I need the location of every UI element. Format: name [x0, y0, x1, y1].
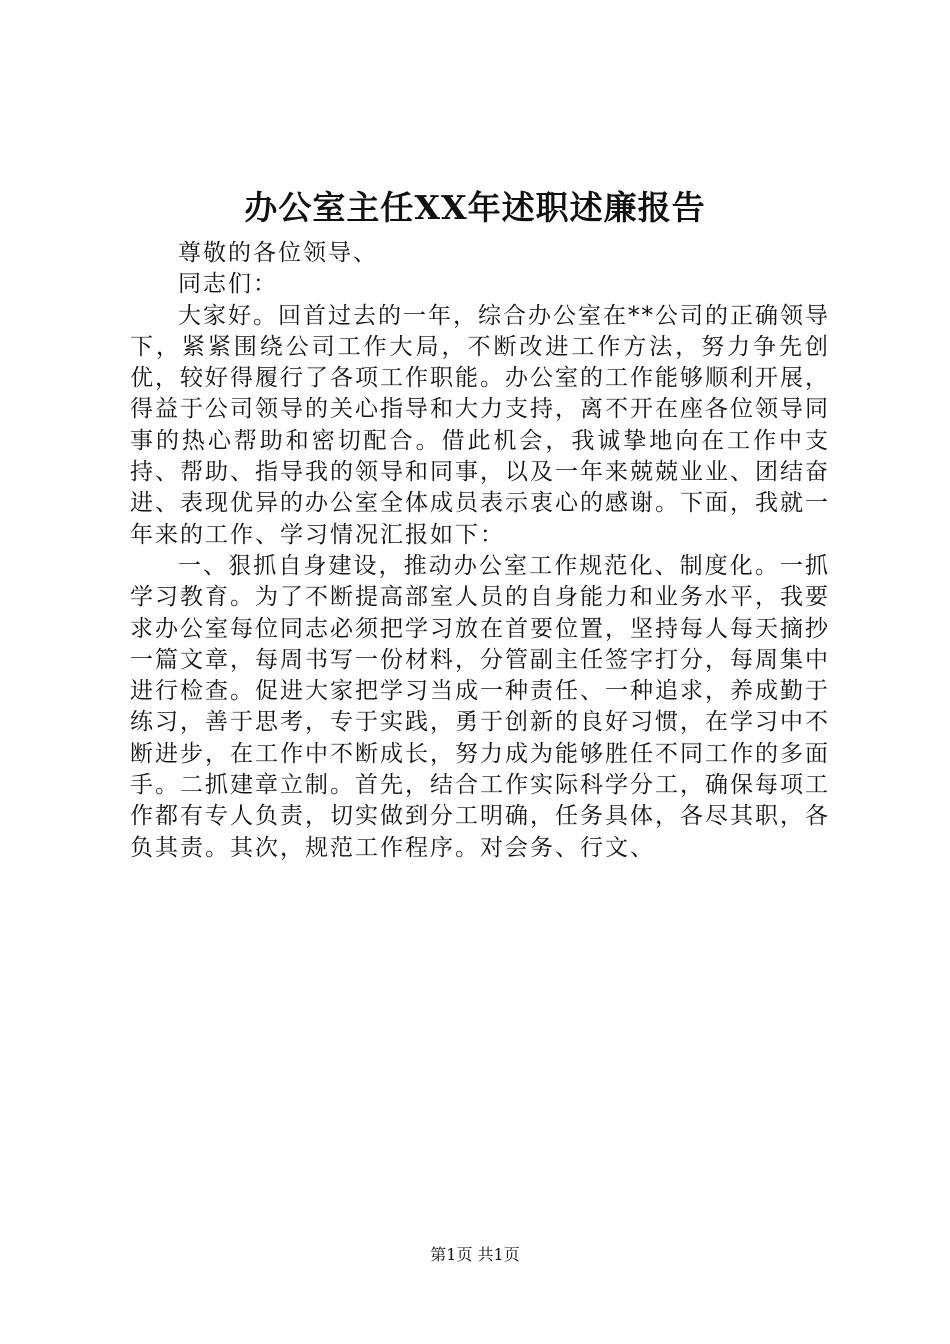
salutation-line-2: 同志们： [178, 271, 278, 298]
page-number-footer: 第1页 共1页 [430, 1245, 520, 1264]
document-title: 办公室主任XX年述职述廉报告 [244, 188, 706, 227]
intro-paragraph: 大家好。回首过去的一年，综合办公室在**公司的正确领导下，紧紧围绕公司工作大局，不断改进工作方法，努力争先创优，较好得履行了各项工作职能。办公室的工作能够顺利开展，得益于公司领导的关心指导和大力支持，离不开在座各位领导同事的热心帮助和密切配合。借此机会，我诚挚地向在工作中支持、帮助、指导我的领导和同事，以及一年来兢兢业业、团结奋进、表现优异的办公室全体成员表示衷心的感谢。下面，我就一年来的工作、学习情况汇报如下： [130, 302, 830, 548]
salutation-line-1: 尊敬的各位领导、 [178, 240, 378, 266]
section-one-paragraph: 一、狠抓自身建设，推动办公室工作规范化、制度化。一抓学习教育。为了不断提高部室人员的自身能力和业务水平，我要求办公室每位同志必须把学习放在首要位置，坚持每人每天摘抄一篇文章，每周书写一份材料，分管副主任签字打分，每周集中进行检查。促进大家把学习当成一种责任、一种追求，养成勤于练习，善于思考，专于实践，勇于创新的良好习惯，在学习中不断进步，在工作中不断成长，努力成为能够胜任不同工作的多面手。二抓建章立制。首先，结合工作实际科学分工，确保每项工作都有专人负责，切实做到分工明确，任务具体，各尽其职，各负其责。其次，规范工作程序。对会务、行文、 [130, 552, 830, 861]
document-body [130, 238, 830, 864]
